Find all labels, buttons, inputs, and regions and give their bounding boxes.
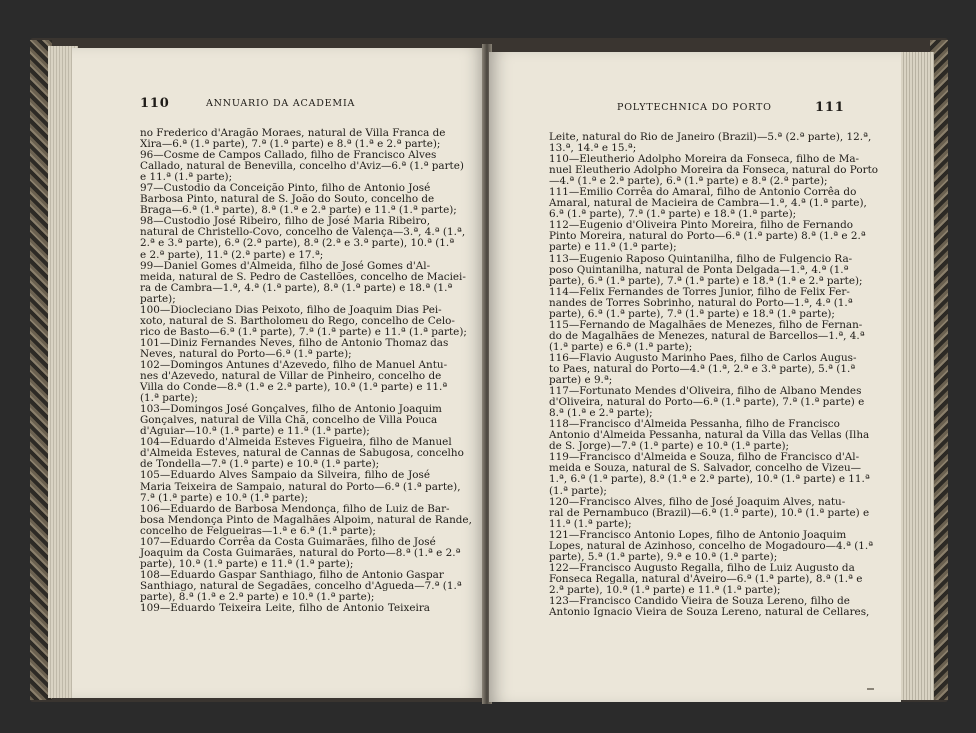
text-line: 104—Eduardo d'Almeida Esteves Figueira, filho de Manuel (140, 436, 452, 449)
page-mark (867, 688, 874, 690)
text-line: meida e Souza, natural de S. Salvador, concelho de Vizeu— (549, 462, 862, 475)
text-line: 13.ª, 14.ª e 15.ª; (549, 142, 637, 155)
text-line: parte), 8.ª (1.ª e 2.ª parte) e 10.ª (1.ª parte); (140, 590, 375, 603)
text-line: (1.ª parte); (140, 392, 198, 405)
text-line: Santhiago, natural de Segadães, concelho d'Agueda—7.ª (1.ª (140, 579, 462, 592)
text-line: 117—Fortunato Mendes d'Oliveira, filho de Albano Mendes (549, 385, 862, 398)
text-line: poso Quintanilha, natural de Ponta Delgada—1.ª, 4.ª (1.ª (549, 263, 849, 276)
text-line: 123—Francisco Candido Vieira de Souza Lereno, filho de (549, 594, 850, 607)
text-line: Neves, natural do Porto—6.ª (1.ª parte); (140, 347, 352, 360)
text-line: 112—Eugenio d'Oliveira Pinto Moreira, filho de Fernando (549, 219, 854, 232)
text-line: Gonçalves, natural de Villa Chã, concelho de Villa Pouca (140, 414, 438, 427)
text-line: 108—Eduardo Gaspar Santhiago, filho de Antonio Gaspar (140, 568, 444, 581)
text-line: Joaquim da Costa Guimarães, natural do Porto—8.ª (1.ª e 2.ª (140, 546, 461, 559)
text-line: e 11.ª (1.ª parte); (140, 171, 233, 184)
text-line: 107—Eduardo Corrêa da Costa Guimarães, filho de José (140, 535, 436, 548)
text-line: Xira—6.ª (1.ª parte), 7.ª (1.ª parte) e 8.ª (1.ª e 2.ª parte); (140, 138, 441, 151)
right-page-number: 111 (815, 100, 845, 115)
text-line: de S. Jorge)—7.ª (1.ª parte) e 10.ª (1.ª parte); (549, 440, 790, 453)
text-line: nuel Eleutherio Adolpho Moreira da Fonseca, natural do Porto (549, 164, 879, 177)
page-stack-right (898, 52, 934, 700)
text-line: parte), 6.ª (1.ª parte), 7.ª (1.ª parte) e 18.ª (1.ª parte); (549, 307, 835, 320)
text-line: no Frederico d'Aragão Moraes, natural de Villa Franca de (140, 127, 446, 139)
text-line: nandes de Torres Sobrinho, natural do Porto—1.ª, 4.ª (1.ª (549, 296, 853, 309)
text-line: Lopes, natural de Azinhoso, concelho de Mogadouro—4.ª (1.ª (549, 539, 874, 552)
text-line: 99—Daniel Gomes d'Almeida, filho de José Gomes d'Al- (140, 259, 431, 272)
left-page (72, 48, 485, 698)
left-page-number: 110 (140, 96, 170, 111)
left-running-title: ANNUARIO DA ACADEMIA (206, 98, 356, 109)
text-line: 118—Francisco d'Almeida Pessanha, filho de Francisco (549, 418, 840, 431)
text-line: d'Almeida Esteves, natural de Cannas de Sabugosa, concelho (140, 447, 464, 460)
text-line: 101—Diniz Fernandes Neves, filho de Antonio Thomaz das (140, 336, 449, 349)
text-line: Braga—6.ª (1.ª parte), 8.ª (1.ª e 2.ª parte) e 11.ª (1.ª parte); (140, 204, 457, 217)
text-line: rico de Basto—6.ª (1.ª parte), 7.ª (1.ª parte) e 11.ª (1.ª parte); (140, 325, 467, 338)
text-line: Antonio Ignacio Vieira de Souza Lereno, natural de Cellares, (549, 606, 870, 619)
text-line: concelho de Felgueiras—1.ª e 6.ª (1.ª parte); (140, 524, 376, 537)
text-line: d'Aguiar—10.ª (1.ª parte) e 11.ª (1.ª parte); (140, 425, 370, 438)
left-page-header (72, 98, 485, 114)
text-line: 105—Eduardo Alves Sampaio da Silveira, filho de José (140, 469, 430, 482)
text-line: 120—Francisco Alves, filho de José Joaquim Alves, natu- (549, 495, 846, 508)
text-line: parte) e 11.ª (1.ª parte); (549, 241, 677, 254)
text-line: 106—Eduardo de Barbosa Mendonça, filho de Luiz de Bar- (140, 502, 450, 515)
text-line: de Tondella—7.ª (1.ª parte) e 10.ª (1.ª parte); (140, 458, 380, 471)
text-line: Callado, natural de Benevilla, concelho d'Aviz—6.ª (1.ª parte) (140, 160, 464, 173)
text-line: Maria Teixeira de Sampaio, natural do Porto—6.ª (1.ª parte), (140, 480, 461, 493)
text-line: 119—Francisco d'Almeida e Souza, filho de Francisco d'Al- (549, 451, 860, 464)
text-line: parte), 10.ª (1.ª parte) e 11.ª (1.ª parte); (140, 557, 354, 570)
text-line: ra de Cambra—1.ª, 4.ª (1.ª parte), 8.ª (1.ª parte) e 18.ª (1.ª (140, 281, 453, 294)
text-line: bosa Mendonça Pinto de Magalhães Alpoim, natural de Rande, (140, 513, 472, 526)
text-line: natural de Christello-Covo, concelho de Valença—3.ª, 4.ª (1.ª, (140, 226, 466, 239)
right-page-header (489, 102, 901, 118)
text-line: 11.ª (1.ª parte); (549, 517, 632, 530)
text-line: 6.ª (1.ª parte), 7.ª (1.ª parte) e 18.ª (1.ª parte); (549, 208, 797, 221)
text-line: (1.ª parte) e 6.ª (1.ª parte); (549, 340, 693, 353)
text-line: 116—Flavio Augusto Marinho Paes, filho de Carlos Augus- (549, 351, 857, 364)
text-line: parte), 5.ª (1.ª parte), 9.ª e 10.ª (1.ª parte); (549, 550, 778, 563)
text-line: Antonio d'Almeida Pessanha, natural da Villa das Vellas (Ilha (549, 429, 870, 442)
text-line: parte) e 9.ª; (549, 374, 613, 387)
text-line: ral de Pernambuco (Brazil)—6.ª (1.ª parte), 10.ª (1.ª parte) e (549, 506, 870, 519)
text-line: 100—Diocleciano Dias Peixoto, filho de Joaquim Dias Pei- (140, 303, 442, 316)
text-line: 103—Domingos José Gonçalves, filho de Antonio Joaquim (140, 403, 442, 416)
text-line: parte), 6.ª (1.ª parte), 7.ª (1.ª parte) e 18.ª (1.ª e 2.ª parte); (549, 274, 863, 287)
text-line: nes d'Azevedo, natural de Villar de Pinheiro, concelho de (140, 370, 442, 383)
text-line: 110—Eleutherio Adolpho Moreira da Fonseca, filho de Ma- (549, 153, 860, 166)
left-page-body (140, 127, 472, 615)
text-line: d'Oliveira, natural do Porto—6.ª (1.ª parte), 7.ª (1.ª parte) e (549, 396, 865, 409)
right-running-title: POLYTECHNICA DO PORTO (617, 102, 772, 113)
text-line: 7.ª (1.ª parte) e 10.ª (1.ª parte); (140, 491, 308, 504)
right-page (489, 52, 901, 702)
text-line: 113—Eugenio Raposo Quintanilha, filho de Fulgencio Ra- (549, 252, 853, 265)
text-line: 8.ª (1.ª e 2.ª parte); (549, 407, 653, 420)
text-line: 115—Fernando de Magalhães de Menezes, filho de Fernan- (549, 318, 863, 331)
text-line: 2.ª parte), 10.ª (1.ª parte) e 11.ª (1.ª parte); (549, 583, 781, 596)
right-page-body (549, 131, 879, 619)
text-line: 121—Francisco Antonio Lopes, filho de Antonio Joaquim (549, 528, 847, 541)
text-line: xoto, natural de S. Bartholomeu do Rego, concelho de Celo- (140, 314, 455, 327)
text-line: 114—Felix Fernandes de Torres Junior, filho de Felix Fer- (549, 285, 850, 298)
text-line: do de Magalhães de Menezes, natural de Barcellos—1.ª, 4.ª (549, 329, 865, 342)
text-line: 98—Custodio José Ribeiro, filho de José Maria Ribeiro, (140, 215, 430, 228)
text-line: 96—Cosme de Campos Callado, filho de Francisco Alves (140, 149, 437, 162)
text-line: Leite, natural do Rio de Janeiro (Brazil)—5.ª (2.ª parte), 12.ª, (549, 131, 872, 143)
text-line: 122—Francisco Augusto Regalla, filho de Luiz Augusto da (549, 561, 855, 574)
text-line: 109—Eduardo Teixeira Leite, filho de Antonio Teixeira (140, 602, 430, 615)
text-line: Barbosa Pinto, natural de S. João do Souto, concelho de (140, 193, 435, 206)
text-line: (1.ª parte); (549, 484, 607, 497)
text-line: Amaral, natural de Macieira de Cambra—1.ª, 4.ª (1.ª parte), (549, 197, 867, 210)
text-line: 2.ª e 3.ª parte), 6.ª (2.ª parte), 8.ª (2.ª e 3.ª parte), 10.ª (1.ª (140, 237, 455, 250)
text-line: Pinto Moreira, natural do Porto—6.ª (1.ª parte) 8.ª (1.ª e 2.ª (549, 230, 866, 243)
text-line: Villa do Conde—8.ª (1.ª e 2.ª parte), 10.ª (1.ª parte) e 11.ª (140, 381, 448, 394)
text-line: 102—Domingos Antunes d'Azevedo, filho de Manuel Antu- (140, 358, 448, 371)
text-line: 1.ª, 6.ª (1.ª parte), 8.ª (1.ª e 2.ª parte), 10.ª (1.ª parte) e 11.ª (549, 473, 870, 486)
text-line: to Paes, natural do Porto—4.ª (1.ª, 2.ª e 3.ª parte), 5.ª (1.ª (549, 362, 856, 375)
text-line: Fonseca Regalla, natural d'Aveiro—6.ª (1.ª parte), 8.ª (1.ª e (549, 572, 863, 585)
text-line: e 2.ª parte), 11.ª (2.ª parte) e 17.ª; (140, 248, 324, 261)
text-line: —4.ª (1.ª e 2.ª parte), 6.ª (1.ª parte) e 8.ª (2.ª parte); (549, 175, 828, 188)
text-line: 97—Custodio da Conceição Pinto, filho de Antonio José (140, 182, 431, 195)
text-line: meida, natural de S. Pedro de Castellões, concelho de Maciei- (140, 270, 466, 283)
text-line: 111—Emilio Corrêa do Amaral, filho de Antonio Corrêa do (549, 186, 857, 199)
text-line: parte); (140, 292, 176, 305)
